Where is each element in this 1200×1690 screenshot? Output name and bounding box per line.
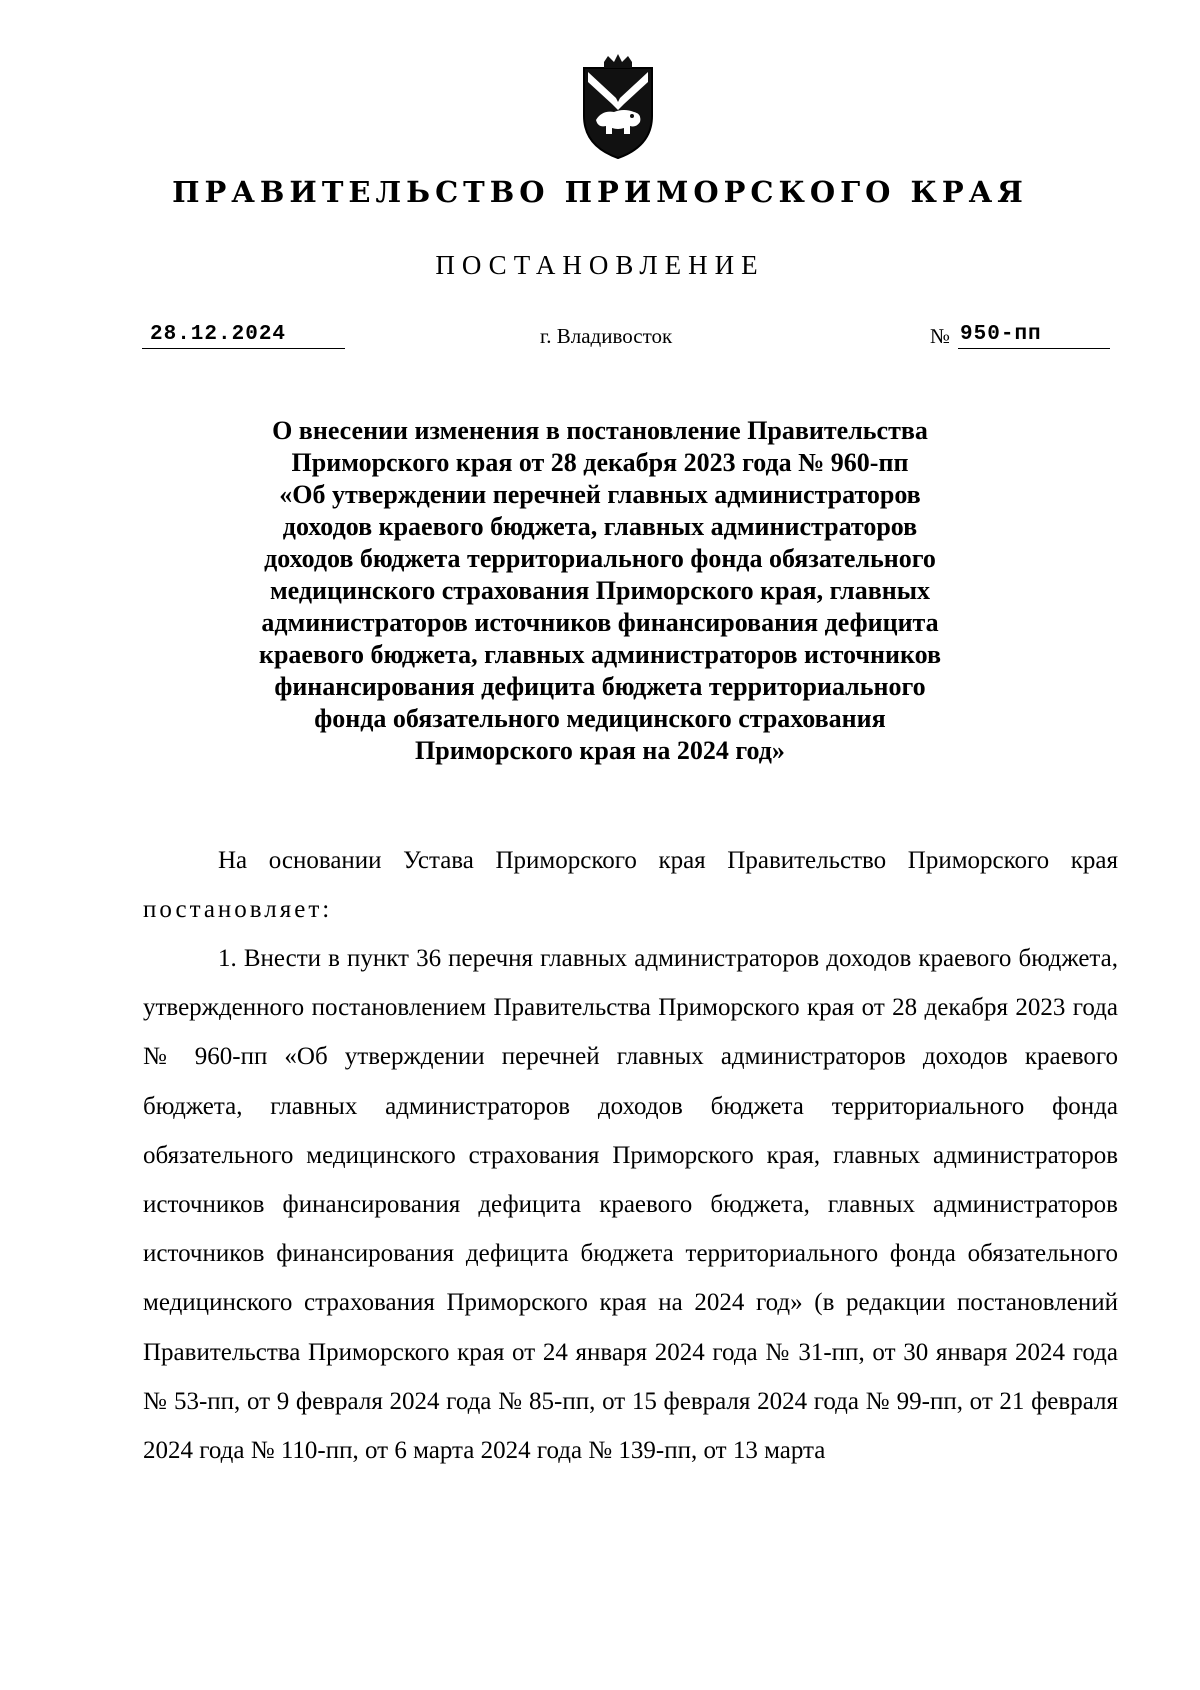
document-number-block [930, 322, 1110, 349]
preamble-text: На основании Устава Приморского края Правительство Приморского края [218, 847, 1118, 874]
government-name: ПРАВИТЕЛЬСТВО ПРИМОРСКОГО КРАЯ [172, 175, 1028, 209]
heading-line: Приморского края от 28 декабря 2023 года № 960-пп [291, 448, 909, 477]
document-number: 950-пп [958, 322, 1110, 349]
resolves-word: постановляет: [143, 896, 333, 924]
document-heading [230, 415, 970, 767]
heading-line: О внесении изменения в постановление Правительства [272, 416, 928, 445]
preamble-paragraph [143, 836, 1118, 934]
item-1-paragraph: 1. Внести в пункт 36 перечня главных администраторов доходов краевого бюджета, утвержденного постановлением Правительства Приморского края от 28 декабря 2023 года № 960-пп «Об утверждении перечней главных администраторов доходов краевого бюджета, главных администраторов доходов бюджета территориального фонда обязательного медицинского страхования Приморского края, главных администраторов источников финансирования дефицита краевого бюджета, главных администраторов источников финансирования дефицита бюджета территориального фонда обязательного медицинского страхования Приморского края на 2024 год» (в редакции постановлений Правительства Приморского края от 24 января 2024 года № 31-пп, от 30 января 2024 года № 53-пп, от 9 февраля 2024 года № 85-пп, от 15 февраля 2024 года № 99-пп, от 21 февраля 2024 года № 110-пп, от 6 марта 2024 года № 139-пп, от 13 марта [143, 945, 1118, 1465]
document-city: г. Владивосток [540, 324, 673, 348]
document-date: 28.12.2024 [142, 322, 345, 349]
number-sign: № [930, 324, 951, 348]
heading-line: медицинского страхования Приморского края, главных [269, 576, 931, 605]
heading-line: «Об утверждении перечней главных администраторов [279, 480, 921, 509]
heading-line: доходов краевого бюджета, главных администраторов [282, 512, 918, 541]
heading-line: краевого бюджета, главных администраторов источников [258, 640, 941, 669]
coat-of-arms-emblem [580, 54, 656, 162]
document-type: ПОСТАНОВЛЕНИЕ [435, 250, 765, 280]
heading-line: финансирования дефицита бюджета территориального [274, 672, 926, 701]
heading-line: доходов бюджета территориального фонда обязательного [264, 544, 936, 573]
heading-line: администраторов источников финансирования дефицита [261, 608, 939, 637]
heading-line: Приморского края на 2024 год» [415, 736, 785, 765]
heading-line: фонда обязательного медицинского страхования [314, 704, 886, 733]
